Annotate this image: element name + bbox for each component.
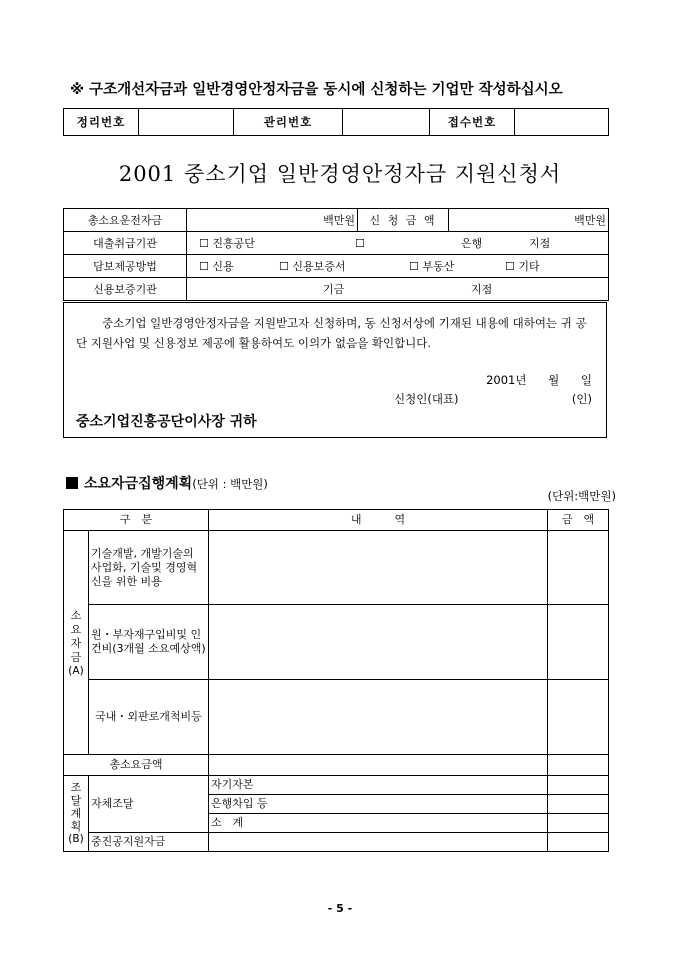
guarantee-field[interactable] [187,278,609,301]
seal-label: (인) [571,392,592,406]
agency-fund-amount[interactable] [548,833,609,852]
row-detail-tech[interactable] [209,531,548,605]
receipt-no-field[interactable] [515,109,609,136]
guarantee-fund: 기금 [323,283,345,296]
bank-option-agency[interactable]: ☐ 진흥공단 [199,237,255,250]
total-amount[interactable] [548,755,609,776]
admin-no-field[interactable] [343,109,430,136]
admin-no-label: 관리번호 [234,109,343,136]
declaration-text: 중소기업 일반경영안정자금을 지원받고자 신청하며, 동 신청서상에 기재된 내용에 대하여는 귀 공단 지원사업 및 신용정보 제공에 활용하여도 이의가 없음을 확인합니다. [76,316,587,350]
bank-field [187,232,609,255]
application-table [63,208,609,301]
row-label-market: 국내・외판로개척비등 [89,680,209,755]
funding-group-label: 조 달 계 획 (B) [64,776,89,852]
self-funding-label: 자체조달 [89,776,209,833]
self-amount-subtotal[interactable] [548,814,609,833]
bank-branch: 지점 [529,237,551,250]
total-detail[interactable] [209,755,548,776]
section-title: 소요자금집행계획 [84,476,193,492]
self-item-equity: 자기자본 [209,776,548,795]
collateral-label: 담보제공방법 [64,255,187,278]
collateral-option-realestate[interactable]: ☐ 부동산 [409,260,455,273]
self-amount-bank[interactable] [548,795,609,814]
fund-plan-table [63,509,609,852]
collateral-field [187,255,609,278]
declaration-date: 2001년 월 일 [486,373,592,387]
header-notice: ※ 구조개선자금과 일반경영안정자금을 동시에 신청하는 기업만 작성하십시오 [70,82,563,98]
guarantee-label: 신용보증기관 [64,278,187,301]
row-amount-materials[interactable] [548,605,609,680]
total-required-field[interactable] [187,209,358,232]
receipt-no-label: 접수번호 [430,109,515,136]
square-bullet-icon [66,477,78,489]
row-label-tech: 기술개발, 개발기술의 사업화, 기술및 경영혁신을 위한 비용 [89,531,209,605]
required-group-label: 소 요 자 금 (A) [64,531,89,755]
col-detail: 내 역 [209,510,548,531]
section-heading [66,473,268,493]
total-required-label: 총소요운전자금 [64,209,187,232]
request-amount-label: 신 청 금 액 [358,209,449,232]
bank-option-bank[interactable]: ☐ [355,237,365,250]
agency-fund-label: 중진공지원자금 [89,833,209,852]
row-detail-market[interactable] [209,680,548,755]
self-item-bank: 은행차입 등 [209,795,548,814]
applicant-label: 신청인(대표) [394,392,459,406]
section-title-unit: (단위 : 백만원) [192,477,268,491]
request-amount-unit: 백만원 [574,214,606,227]
collateral-option-credit[interactable]: ☐ 신용 [199,260,234,273]
total-required-unit: 백만원 [323,214,355,227]
self-item-subtotal: 소 계 [209,814,548,833]
col-amount: 금 액 [548,510,609,531]
page-number: - 5 - [327,902,353,915]
mgmt-no-label: 정리번호 [64,109,139,136]
bank-label: 대출취급기관 [64,232,187,255]
mgmt-no-field[interactable] [139,109,234,136]
unit-note: (단위:백만원) [547,489,616,503]
total-label: 총소요금액 [64,755,209,776]
row-label-materials: 원・부자재구입비및 인건비(3개월 소요예상액) [89,605,209,680]
row-amount-tech[interactable] [548,531,609,605]
row-detail-materials[interactable] [209,605,548,680]
self-amount-equity[interactable] [548,776,609,795]
guarantee-branch: 지점 [471,283,493,296]
bank-suffix: 은행 [461,237,483,250]
addressee: 중소기업진흥공단이사장 귀하 [76,414,257,430]
agency-fund-detail[interactable] [209,833,548,852]
request-amount-field[interactable] [449,209,609,232]
registration-table [63,108,609,136]
row-amount-market[interactable] [548,680,609,755]
collateral-option-guarantee[interactable]: ☐ 신용보증서 [279,260,346,273]
col-category: 구 분 [64,510,209,531]
page-title: 2001 중소기업 일반경영안정자금 지원신청서 [118,162,562,186]
collateral-option-other[interactable]: ☐ 기타 [505,260,540,273]
declaration-box [63,302,607,438]
